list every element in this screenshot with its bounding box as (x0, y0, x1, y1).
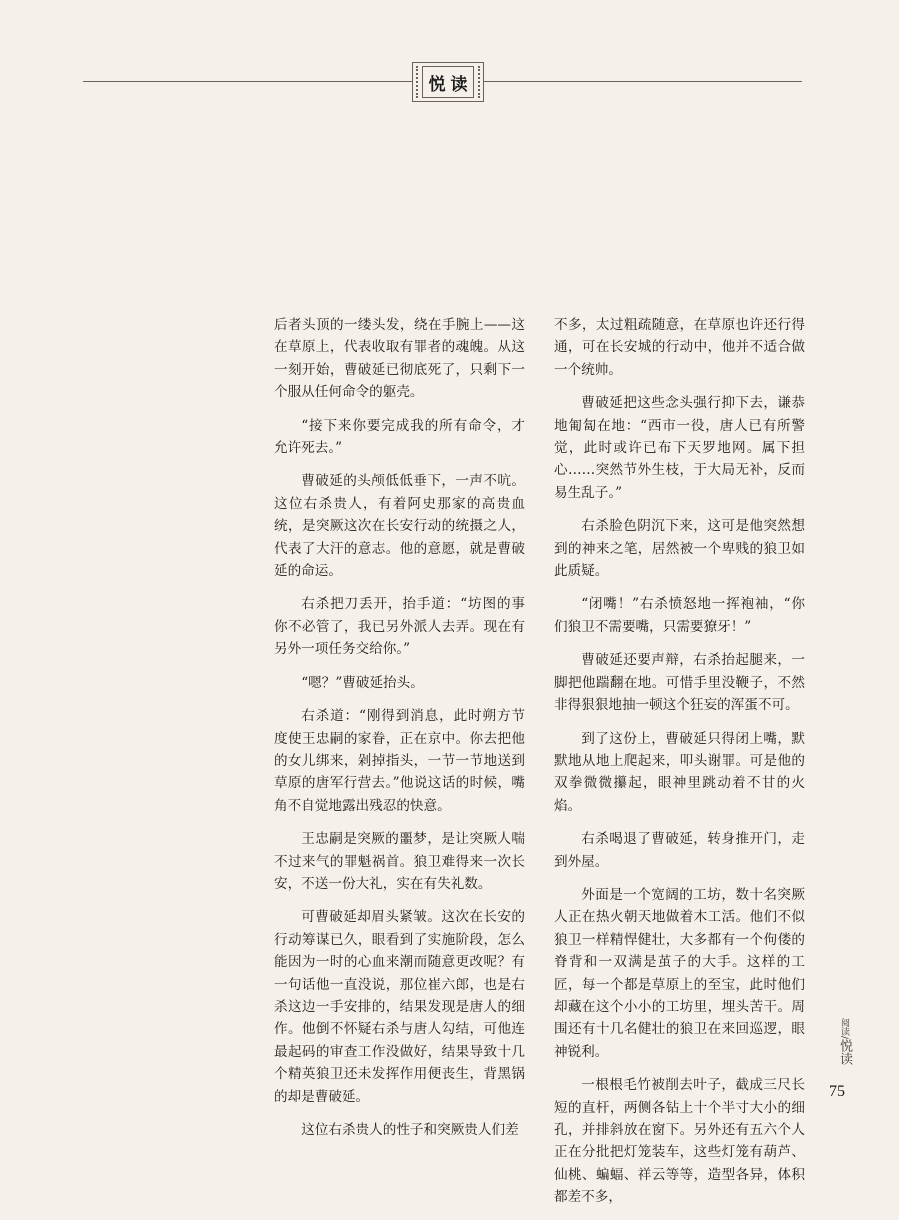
header-rule-left (83, 81, 412, 82)
paragraph: 一根根毛竹被削去叶子，截成三尺长短的直杆，两侧各钻上十个半寸大小的细孔，并排斜放在窗下。另外还有五六个人正在分批把灯笼装车，这些灯笼有葫芦、仙桃、蝙蝠、祥云等等，造型各异，体积都差不多， (554, 1077, 805, 1206)
paragraph: 这位右杀贵人的性子和突厥贵人们差 (301, 1122, 519, 1138)
paragraph: 王忠嗣是突厥的噩梦，是让突厥人喘不过来气的罪魁祸首。狼卫难得来一次长安，不送一份大礼，实在有失礼数。 (274, 831, 525, 892)
paragraph: “闭嘴！”右杀愤怒地一挥袍袖，“你们狼卫不需要嘴，只需要獠牙！” (554, 596, 805, 635)
section-side-label-small: 阅读 (839, 1018, 849, 1036)
header-rule-right (484, 81, 802, 82)
header-emblem (412, 62, 484, 102)
paragraph: 右杀把刀丢开，抬手道：“坊图的事你不必管了，我已另外派人去弄。现在有另外一项任务交给你。” (274, 596, 525, 658)
section-side-label-main: 悦读 (837, 1039, 852, 1066)
page-number: 75 (829, 1083, 845, 1100)
paragraph: “嗯？”曹破延抬头。 (301, 674, 424, 691)
text-column-right (554, 314, 805, 1220)
section-title: 悦读 (428, 74, 473, 95)
paragraph: 后者头顶的一缕头发，绕在手腕上——这在草原上，代表收取有罪者的魂魄。从这一刻开始，曹破延已彻底死了，只剩下一个服从任何命令的躯壳。 (274, 317, 525, 401)
paragraph: 可曹破延却眉头紧皱。这次在长安的行动筹谋已久，眼看到了实施阶段，怎么能因为一时的心血来潮而随意更改呢？有一句话他一直没说，那位崔六郎，也是右杀这边一手安排的，结果发现是唐人的细作。他倒不怀疑右杀与唐人勾结，可他连最起码的审查工作没做好，结果导致十几个精英狼卫还未发挥作用便丧生，背黑锅的却是曹破延。 (274, 909, 525, 1105)
paragraph: 外面是一个宽阔的工坊，数十名突厥人正在热火朝天地做着木工活。他们不似狼卫一样精悍健壮，大多都有一个佝偻的脊背和一双满是茧子的大手。这样的工匠，每一个都是草原上的至宝，此时他们却藏在这个小小的工坊里，埋头苦干。周围还有十几名健壮的狼卫在来回巡逻，眼神锐利。 (554, 886, 805, 1060)
paragraph: 到了这份上，曹破延只得闭上嘴，默默地从地上爬起来，叩头谢罪。可是他的双拳微微攥起，眼神里跳动着不甘的火焰。 (554, 730, 805, 814)
paragraph: “接下来你要完成我的所有命令，才允许死去。” (274, 417, 525, 457)
header-emblem-inner (422, 66, 474, 98)
paragraph: 右杀脸色阴沉下来，这可是他突然想到的神来之笔，居然被一个卑贱的狼卫如此质疑。 (554, 518, 805, 580)
section-side-label (832, 1018, 852, 1065)
paragraph: 右杀喝退了曹破延，转身推开门，走到外屋。 (554, 831, 805, 870)
paragraph: 曹破延还要声辩，右杀抬起腿来，一脚把他踹翻在地。可惜手里没鞭子，不然非得狠狠地抽一顿这个狂妄的浑蛋不可。 (554, 652, 805, 714)
section-side-label-separator: / (839, 1036, 849, 1040)
paragraph: 右杀道：“刚得到消息，此时朔方节度使王忠嗣的家眷，正在京中。你去把他的女儿绑来，剁掉指头，一节一节地送到草原的唐军行营去。”他说这话的时候，嘴角不自觉地露出残忍的快意。 (274, 708, 525, 814)
paragraph: 曹破延的头颅低低垂下，一声不吭。这位右杀贵人，有着阿史那家的高贵血统，是突厥这次在长安行动的统摄之人，代表了大汗的意志。他的意愿，就是曹破延的命运。 (274, 473, 525, 580)
paragraph: 曹破延把这些念头强行抑下去，谦恭地匍匐在地：“西市一役，唐人已有所警觉，此时或许已布下天罗地网。属下担心……突然节外生枝，于大局无补，反而易生乱子。” (554, 395, 805, 501)
text-column-left (274, 314, 525, 1152)
paragraph: 不多，太过粗疏随意，在草原也许还行得通，可在长安城的行动中，他并不适合做一个统帅。 (554, 317, 805, 378)
